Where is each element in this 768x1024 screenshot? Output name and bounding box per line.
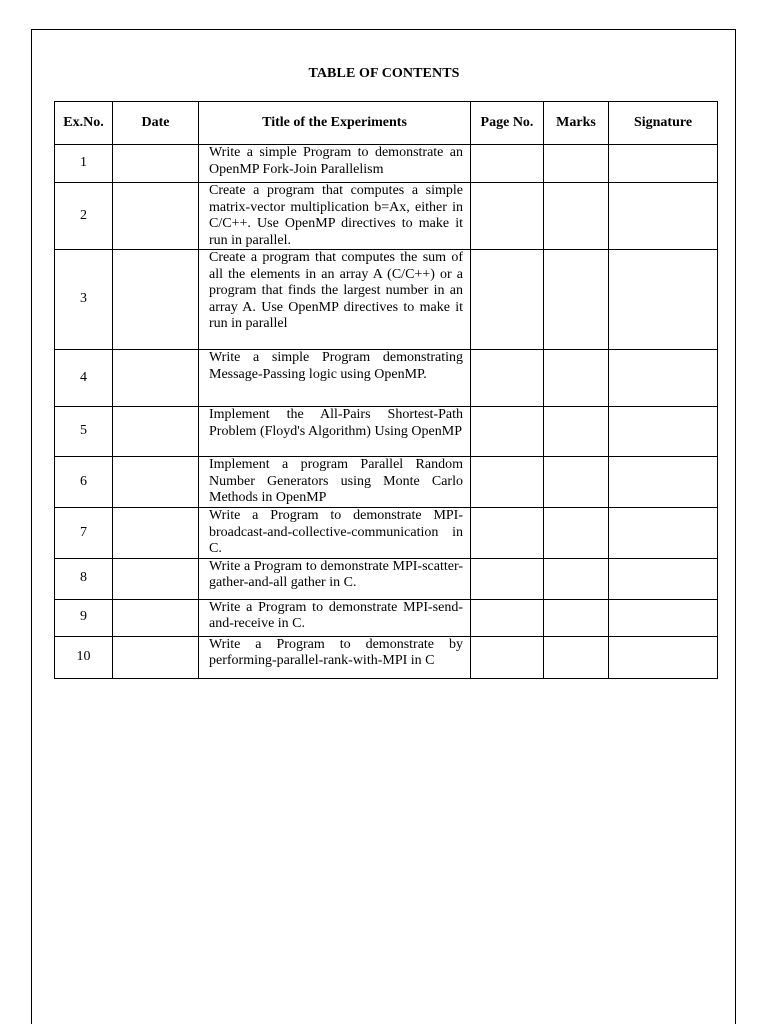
marks-cell xyxy=(544,508,609,559)
marks-cell xyxy=(544,250,609,350)
experiment-title-cell: Write a simple Program demonstrating Message-Passing logic using OpenMP. xyxy=(199,350,471,407)
experiment-title-cell: Create a program that computes the sum of all the elements in an array A (C/C++) or a program that finds the largest number in an array A. Use OpenMP directives to make it run in parallel xyxy=(199,250,471,350)
signature-cell xyxy=(609,457,718,508)
header-page-no: Page No. xyxy=(471,102,544,145)
marks-cell xyxy=(544,558,609,599)
table-row xyxy=(55,457,718,508)
table-row xyxy=(55,350,718,407)
page-no-cell xyxy=(471,350,544,407)
document-title: TABLE OF CONTENTS xyxy=(308,66,460,81)
date-cell xyxy=(113,599,199,636)
experiment-title-cell: Implement a program Parallel Random Number Generators using Monte Carlo Methods in OpenMP xyxy=(199,457,471,508)
table-row xyxy=(55,407,718,457)
experiment-title-cell: Write a Program to demonstrate by performing-parallel-rank-with-MPI in C xyxy=(199,636,471,678)
ex-no-cell: 7 xyxy=(55,508,113,559)
page-no-cell xyxy=(471,250,544,350)
page-no-cell xyxy=(471,145,544,183)
table-row xyxy=(55,636,718,678)
table-row xyxy=(55,183,718,250)
date-cell xyxy=(113,350,199,407)
page-no-cell xyxy=(471,558,544,599)
page-no-cell xyxy=(471,599,544,636)
marks-cell xyxy=(544,457,609,508)
signature-cell xyxy=(609,599,718,636)
ex-no-cell: 10 xyxy=(55,636,113,678)
header-signature: Signature xyxy=(609,102,718,145)
marks-cell xyxy=(544,407,609,457)
experiment-title-cell: Write a Program to demonstrate MPI-broadcast-and-collective-communication in C. xyxy=(199,508,471,559)
experiment-title-cell: Write a Program to demonstrate MPI-send-and-receive in C. xyxy=(199,599,471,636)
signature-cell xyxy=(609,145,718,183)
ex-no-cell: 9 xyxy=(55,599,113,636)
ex-no-cell: 3 xyxy=(55,250,113,350)
marks-cell xyxy=(544,145,609,183)
header-date: Date xyxy=(113,102,199,145)
experiment-title-cell: Create a program that computes a simple matrix-vector multiplication b=Ax, either in C/C++. Use OpenMP directives to make it run in parallel. xyxy=(199,183,471,250)
signature-cell xyxy=(609,183,718,250)
signature-cell xyxy=(609,508,718,559)
page-no-cell xyxy=(471,407,544,457)
table-row xyxy=(55,599,718,636)
date-cell xyxy=(113,183,199,250)
header-row xyxy=(55,102,718,145)
page-no-cell xyxy=(471,183,544,250)
signature-cell xyxy=(609,407,718,457)
date-cell xyxy=(113,636,199,678)
ex-no-cell: 8 xyxy=(55,558,113,599)
table-of-contents xyxy=(54,101,718,679)
signature-cell xyxy=(609,350,718,407)
page-no-cell xyxy=(471,636,544,678)
marks-cell xyxy=(544,599,609,636)
table-row xyxy=(55,145,718,183)
marks-cell xyxy=(544,636,609,678)
marks-cell xyxy=(544,350,609,407)
page-no-cell xyxy=(471,508,544,559)
experiment-title-cell: Write a simple Program to demonstrate an OpenMP Fork-Join Parallelism xyxy=(199,145,471,183)
signature-cell xyxy=(609,636,718,678)
table-row xyxy=(55,558,718,599)
header-marks: Marks xyxy=(544,102,609,145)
ex-no-cell: 4 xyxy=(55,350,113,407)
marks-cell xyxy=(544,183,609,250)
ex-no-cell: 6 xyxy=(55,457,113,508)
date-cell xyxy=(113,508,199,559)
header-ex-no: Ex.No. xyxy=(55,102,113,145)
header-title: Title of the Experiments xyxy=(199,102,471,145)
page-no-cell xyxy=(471,457,544,508)
date-cell xyxy=(113,457,199,508)
ex-no-cell: 2 xyxy=(55,183,113,250)
experiment-title-cell: Implement the All-Pairs Shortest-Path Problem (Floyd's Algorithm) Using OpenMP xyxy=(199,407,471,457)
signature-cell xyxy=(609,558,718,599)
table-row xyxy=(55,508,718,559)
ex-no-cell: 1 xyxy=(55,145,113,183)
date-cell xyxy=(113,145,199,183)
signature-cell xyxy=(609,250,718,350)
date-cell xyxy=(113,250,199,350)
ex-no-cell: 5 xyxy=(55,407,113,457)
date-cell xyxy=(113,558,199,599)
date-cell xyxy=(113,407,199,457)
experiment-title-cell: Write a Program to demonstrate MPI-scatter-gather-and-all gather in C. xyxy=(199,558,471,599)
table-row xyxy=(55,250,718,350)
